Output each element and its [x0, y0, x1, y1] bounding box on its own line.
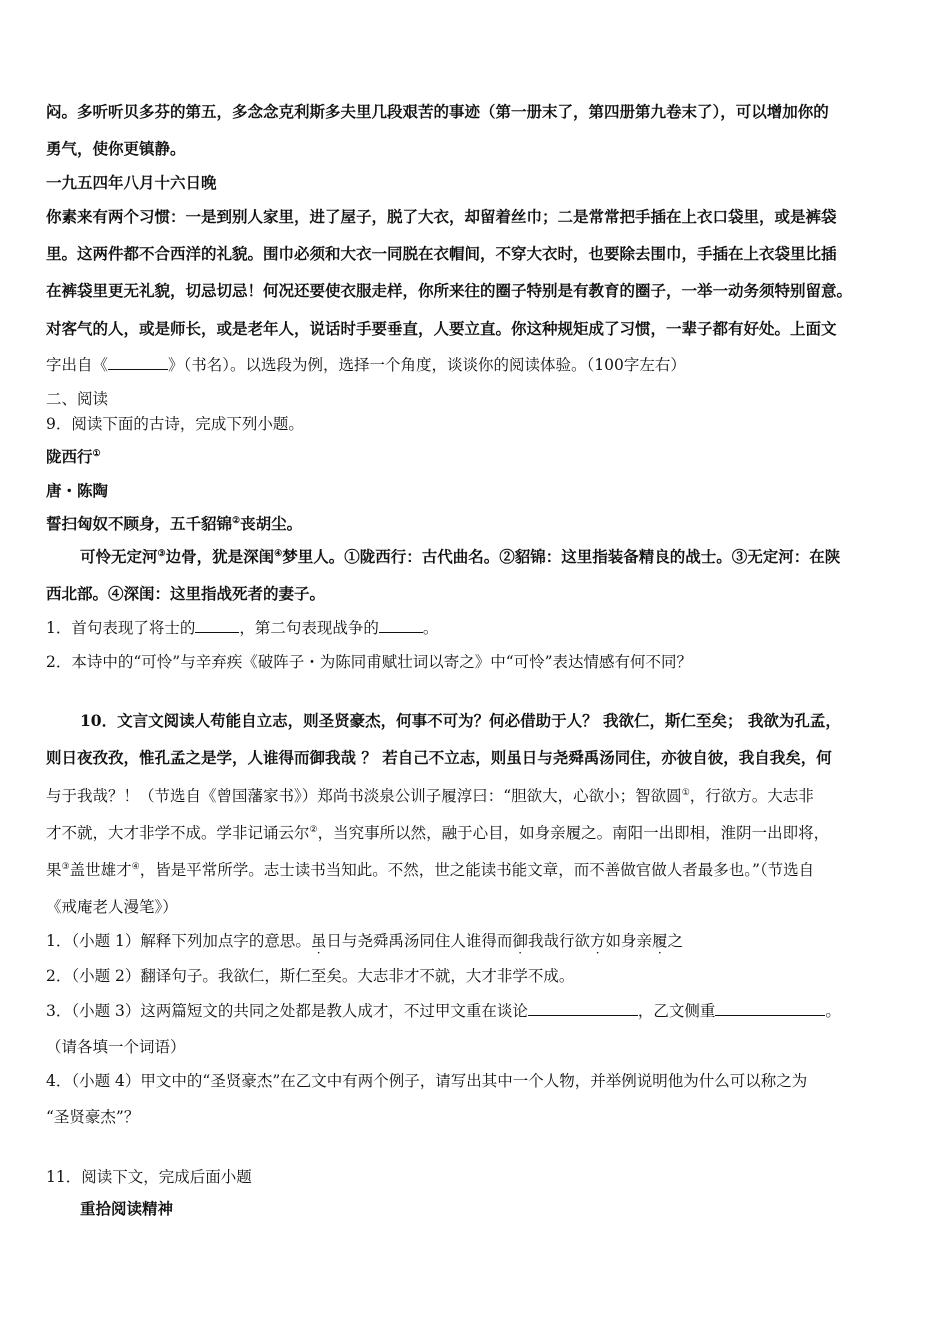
question-text: 1．（小题 1）解释下列加点字的意思。 — [46, 932, 311, 950]
paragraph-text: 才不就，大才非学不成。学非记诵云尔 — [46, 824, 310, 842]
footnote-marker: ① — [92, 448, 101, 459]
paragraph-text: 盖世雄才 — [69, 861, 132, 879]
dotted-char: 御 — [512, 932, 528, 950]
question-text: 》（书名）。以选段为例，选择一个角度，谈谈你的阅读体验。（100字左右） — [168, 356, 686, 374]
poem-text: 丧胡尘。 — [240, 514, 303, 533]
question-text: 1．首句表现了将士的 — [46, 619, 196, 637]
footnote-marker: ③ — [61, 861, 70, 872]
sub-question: 4．（小题 4）甲文中的“圣贤豪杰”在乙文中有两个例子，请写出其中一个人物，并举例说明他为什么可以称之为 — [46, 1072, 808, 1090]
question-text: 。 — [825, 1002, 841, 1020]
paragraph-text: ，当究事所以然，融于心目，如身亲履之。南阳一出即相，淮阴一出即将， — [317, 824, 830, 842]
dotted-char: 履 — [652, 932, 668, 950]
paragraph-text: ，皆是平常所学。志士读书当知此。不然，世之能读书能文章，而不善做官做人者最多也。”（节选自 — [139, 861, 815, 879]
article-title: 重拾阅读精神 — [80, 1199, 174, 1218]
paragraph-text: ，行欲方。大志非 — [689, 787, 814, 805]
question-text: 日与尧舜禹汤同住人谁得而 — [326, 932, 513, 950]
paragraph-line — [46, 860, 814, 880]
sub-question — [46, 618, 438, 638]
paragraph-line: 里。这两件都不合西洋的礼貌。围巾必须和大衣一同脱在衣帽间，不穿大衣时，也要除去围巾，手插在上衣袋里比插 — [46, 244, 837, 263]
poem-note-line: 西北部。④深闺：这里指战死者的妻子。 — [46, 584, 326, 603]
footnote-marker: ④ — [274, 548, 283, 559]
sub-question — [46, 931, 683, 951]
paragraph-line — [46, 786, 814, 806]
answer-blank[interactable] — [195, 618, 239, 633]
paragraph-line: 闷。多听听贝多芬的第五，多念念克利斯多夫里几段艰苦的事迹（第一册末了，第四册第九卷末了），可以增加你的 — [46, 102, 829, 121]
footnote-marker: ① — [681, 787, 690, 798]
section-heading: 二、阅读 — [46, 390, 109, 408]
poem-line — [46, 514, 302, 534]
footnote-marker: ④ — [131, 861, 140, 872]
poem-author: 唐・陈陶 — [46, 481, 109, 500]
sub-question: 2．本诗中的“可怜”与辛弃疾《破阵子・为陈同甫赋壮词以寄之》中“可怜”表达情感有何不同？ — [46, 653, 693, 671]
sub-question — [46, 1001, 841, 1021]
poem-title — [46, 447, 101, 467]
paragraph-line: 对客气的人，或是师长，或是老年人，说话时手要垂直，人要立直。你这种规矩成了习惯，一辈子都有好处。上面文 — [46, 319, 837, 338]
question-text: ，乙文侧重 — [637, 1002, 716, 1020]
letter-date: 一九五四年八月十六日晚 — [46, 173, 217, 192]
paragraph-line — [46, 823, 829, 843]
question-text: ，第二句表现战争的 — [239, 619, 379, 637]
paragraph-text: 与于我哉？！（节选自《曾国藩家书》）郑尚书淡泉公训子履淳曰：“胆欲大，心欲小；智欲圆 — [46, 787, 682, 805]
poem-text: 誓扫匈奴不顾身，五千貂锦 — [46, 514, 233, 533]
question-text: 3．（小题 3）这两篇短文的共同之处都是教人成才，不过甲文重在谈论 — [46, 1002, 528, 1020]
paragraph-line: 勇气，使你更镇静。 — [46, 139, 186, 158]
question-text: 之 — [667, 932, 684, 950]
paragraph-line: 《戒庵老人漫笔》） — [46, 898, 178, 916]
poem-text: 梦里人。①陇西行：古代曲名。②貂锦：这里指装备精良的战士。③无定河：在陕 — [282, 547, 841, 566]
sub-question: “圣贤豪杰”？ — [46, 1108, 140, 1126]
answer-blank[interactable] — [108, 355, 168, 370]
paragraph-text: 果 — [46, 861, 62, 879]
sub-question: 2．（小题 2）翻译句子。我欲仁，斯仁至矣。大志非才不就，大才非学不成。 — [46, 967, 575, 985]
footnote-marker: ② — [309, 824, 318, 835]
paragraph-line: 你素来有两个习惯：一是到别人家里，进了屋子，脱了大衣，却留着丝巾；二是常常把手插在上衣口袋里，或是裤袋 — [46, 207, 837, 226]
question-text: 如身亲 — [605, 932, 652, 950]
question-intro: 9．阅读下面的古诗，完成下列小题。 — [46, 415, 304, 433]
question-intro: 11．阅读下文，完成后面小题 — [46, 1168, 252, 1186]
poem-title-text: 陇西行 — [46, 447, 93, 466]
question-text: 我哉行欲 — [527, 932, 590, 950]
paragraph-line: 在裤袋里更无礼貌，切忌切忌！何况还要使衣服走样，你所来往的圈子特别是有教育的圈子，一举一动务须特别留意。 — [46, 281, 853, 300]
footnote-marker: ③ — [157, 548, 166, 559]
question-text: 字出自《 — [46, 356, 109, 374]
poem-text: 可怜无定河 — [80, 547, 158, 566]
dotted-char: 虽 — [310, 932, 327, 950]
question-line — [46, 355, 686, 375]
answer-blank[interactable] — [379, 618, 423, 633]
sub-question-note: （请各填一个词语） — [46, 1038, 186, 1056]
dotted-char: 方 — [589, 932, 606, 950]
question-text: 。 — [422, 619, 439, 637]
paragraph-line: 则日夜孜孜，惟孔孟之是学，人谁得而御我哉 ？ 若自己不立志，则虽日与尧舜禹汤同住，亦彼自彼，我自我矣，何 — [46, 748, 832, 767]
answer-blank[interactable] — [528, 1001, 638, 1016]
paragraph-line: 10．文言文阅读人苟能自立志，则圣贤豪杰，何事不可为？何必借助于人？ 我欲仁，斯仁至矣； 我欲为孔孟， — [80, 711, 841, 730]
poem-text: 边骨，犹是深闺 — [165, 547, 275, 566]
poem-line — [80, 547, 840, 567]
footnote-marker: ② — [232, 515, 241, 526]
answer-blank[interactable] — [715, 1001, 825, 1016]
